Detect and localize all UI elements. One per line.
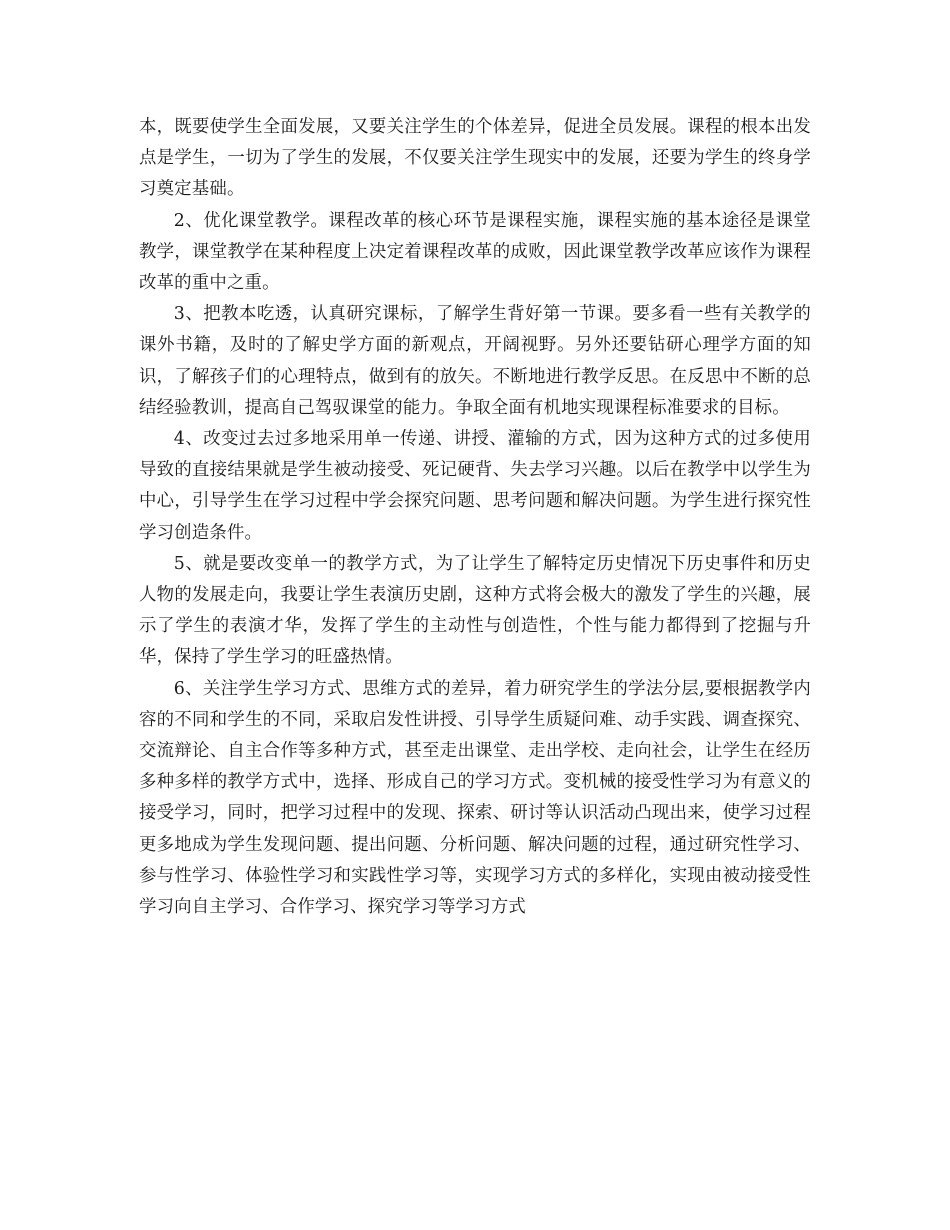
paragraph-item-2: 2、优化课堂教学。课程改革的核心环节是课程实施，课程实施的基本途径是课堂教学，课堂教学在某种程度上决定着课程改革的成败，因此课堂教学改革应该作为课程改革的重中之重。 [139,210,811,294]
paragraph-item-5: 5、就是要改变单一的教学方式，为了让学生了解特定历史情况下历史事件和历史人物的发展走向，我要让学生表演历史剧，这种方式将会极大的激发了学生的兴趣，展示了学生的表演才华，发挥了学生的主动性与创造性，个性与能力都得到了挖掘与升华，保持了学生学习的旺盛热情。 [139,553,811,668]
paragraph-continuation: 本，既要使学生全面发展，又要关注学生的个体差异，促进全员发展。课程的根本出发点是学生，一切为了学生的发展，不仅要关注学生现实中的发展，还要为学生的终身学习奠定基础。 [139,117,811,200]
paragraph-item-3: 3、把教本吃透，认真研究课标，了解学生背好第一节课。要多看一些有关教学的课外书籍，及时的了解史学方面的新观点，开阔视野。另外还要钻研心理学方面的知识，了解孩子们的心理特点，做到有的放矢。不断地进行教学反思。在反思中不断的总结经验教训，提高自己驾驭课堂的能力。争取全面有机地实现课程标准要求的目标。 [139,304,811,418]
document-page [139,112,811,923]
paragraph-item-4: 4、改变过去过多地采用单一传递、讲授、灌输的方式，因为这种方式的过多使用导致的直接结果就是学生被动接受、死记硬背、失去学习兴趣。以后在教学中以学生为中心，引导学生在学习过程中学会探究问题、思考问题和解决问题。为学生进行探究性学习创造条件。 [139,429,811,543]
paragraph-item-6: 6、关注学生学习方式、思维方式的差异，着力研究学生的学法分层,要根据教学内容的不同和学生的不同，采取启发性讲授、引导学生质疑问难、动手实践、调查探究、交流辩论、自主合作等多种方式，甚至走出课堂、走出学校、走向社会，让学生在经历多种多样的教学方式中，选择、形成自己的学习方式。变机械的接受性学习为有意义的接受学习，同时，把学习过程中的发现、探索、研讨等认识活动凸现出来，使学习过程更多地成为学生发现问题、提出问题、分析问题、解决问题的过程，通过研究性学习、参与性学习、体验性学习和实践性学习等，实现学习方式的多样化，实现由被动接受性学习向自主学习、合作学习、探究学习等学习方式 [139,678,811,918]
